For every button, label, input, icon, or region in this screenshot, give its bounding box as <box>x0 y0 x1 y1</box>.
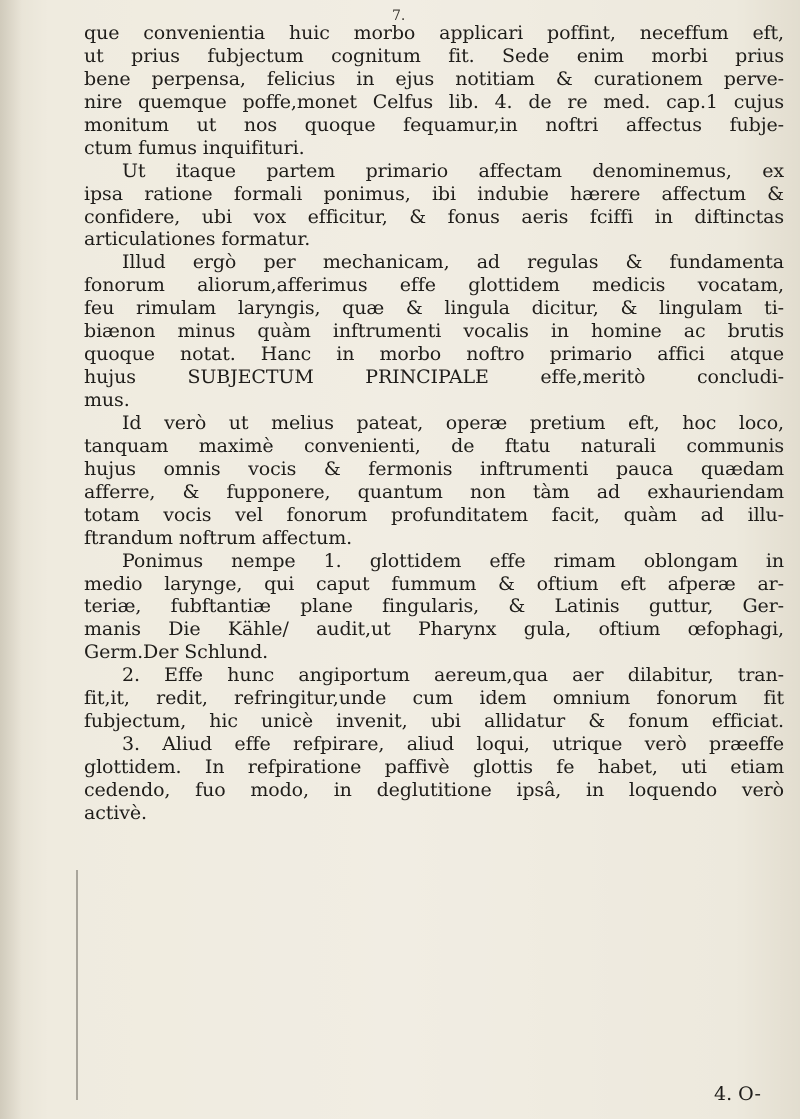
text-line: que convenientia huic morbo applicari poffint, neceffum eft, <box>84 22 784 44</box>
text-line: mus. <box>84 389 130 411</box>
catchword: 4. O- <box>714 1083 761 1105</box>
text-line: Germ.Der Schlund. <box>84 641 269 664</box>
text-line: feu rimulam laryngis, quæ & lingula dicitur, & lingulam ti- <box>84 297 784 320</box>
text-line: activè. <box>84 801 147 824</box>
text-line: hujus omnis vocis & fermonis inftrumenti pauca quædam <box>84 457 784 480</box>
text-line: biænon minus quàm inftrumenti vocalis in homine ac brutis <box>84 320 784 343</box>
text-line: ctum fumus inquifituri. <box>84 136 305 159</box>
text-line: ut prius fubjectum cognitum fit. Sede enim morbi prius <box>84 44 784 67</box>
text-line: nire quemque poffe,monet Celfus lib. 4. de re med. cap.1 cujus <box>84 90 784 113</box>
body-text <box>84 22 784 825</box>
text-line: hujus SUBJECTUM PRINCIPALE effe,meritò concludi- <box>84 366 784 389</box>
gutter-shadow <box>0 0 22 1119</box>
margin-mark <box>76 870 78 1100</box>
page-number: 7. <box>392 8 406 24</box>
text-line: cedendo, fuo modo, in deglutitione ipsâ, in loquendo verò <box>84 778 784 801</box>
text-line: quoque notat. Hanc in morbo noftro primario affici atque <box>84 343 784 366</box>
text-line: bene perpensa, felicius in ejus notitiam & curationem perve- <box>84 67 784 90</box>
text-line: 2. Effe hunc angiportum aereum,qua aer dilabitur, tran- <box>122 664 784 687</box>
text-line: medio larynge, qui caput fummum & oftium eft afperæ ar- <box>84 572 784 595</box>
text-line: Ut itaque partem primario affectam denominemus, ex <box>122 159 784 182</box>
text-line: fit,it, redit, refringitur,unde cum idem omnium fonorum fit <box>84 687 784 710</box>
text-line: Illud ergò per mechanicam, ad regulas & fundamenta <box>122 251 784 274</box>
text-line: ftrandum noftrum affectum. <box>84 526 353 549</box>
text-line: afferre, & fupponere, quantum non tàm ad exhauriendam <box>84 480 784 503</box>
text-line: ipsa ratione formali ponimus, ibi indubie hærere affectum & <box>84 182 784 205</box>
text-line: confidere, ubi vox efficitur, & fonus aeris fciffi in diftinctas <box>84 205 784 228</box>
text-line: monitum ut nos quoque fequamur,in noftri affectus fubje- <box>84 113 784 136</box>
text-line: Ponimus nempe 1. glottidem effe rimam oblongam in <box>122 549 784 572</box>
text-line: manis Die Kähle/ audit,ut Pharynx gula, oftium œfophagi, <box>84 618 784 641</box>
text-line: totam vocis vel fonorum profunditatem facit, quàm ad illu- <box>84 503 784 526</box>
text-line: fubjectum, hic unicè invenit, ubi allidatur & fonum efficiat. <box>84 710 784 733</box>
text-line: Id verò ut melius pateat, operæ pretium eft, hoc loco, <box>122 411 784 434</box>
text-line: fonorum aliorum,afferimus effe glottidem medicis vocatam, <box>84 274 784 297</box>
text-line: teriæ, fubftantiæ plane fingularis, & Latinis guttur, Ger- <box>84 595 784 618</box>
text-line: articulationes formatur. <box>84 228 311 251</box>
text-line: 3. Aliud effe refpirare, aliud loqui, utrique verò præeffe <box>122 733 784 756</box>
text-line: glottidem. In refpiratione paffivè glottis fe habet, uti etiam <box>84 756 784 778</box>
text-line: tanquam maximè convenienti, de ftatu naturali communis <box>84 434 784 457</box>
